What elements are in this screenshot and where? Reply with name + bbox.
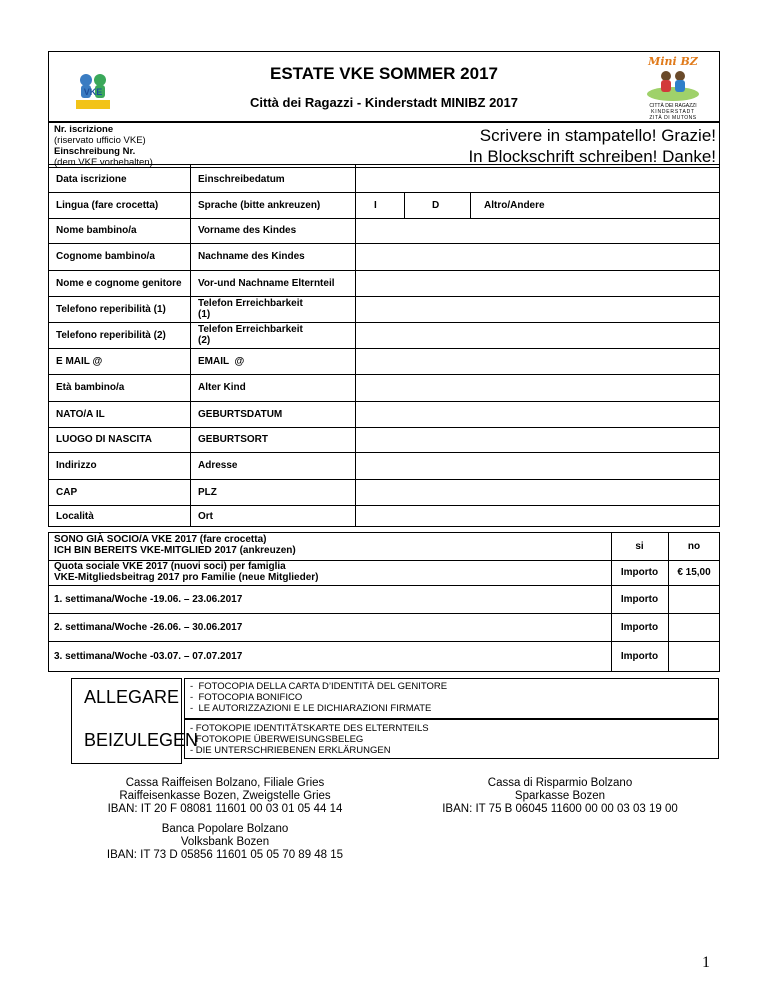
membership-fee-description: Quota sociale VKE 2017 (nuovi soci) per famiglia VKE-Mitgliedsbeitrag 2017 pro Familie (neue Mitglieder) bbox=[54, 561, 319, 583]
row-child-age-de: Alter Kind bbox=[198, 382, 246, 393]
row-locality-it: Località bbox=[56, 510, 94, 522]
week-3-label: 3. settimana/Woche -03.07. – 07.07.2017 bbox=[54, 651, 243, 662]
bank-sparkasse: Cassa di Risparmio Bolzano Sparkasse Bozen IBAN: IT 75 B 06045 11600 00 00 03 03 19 00 bbox=[442, 777, 678, 815]
row-child-first-name-it: Nome bambino/a bbox=[56, 225, 137, 236]
week-2-label: 2. settimana/Woche -26.06. – 30.06.2017 bbox=[54, 621, 243, 633]
svg-text:VKE: VKE bbox=[83, 87, 103, 97]
registration-number-label: Nr. iscrizione (riservato ufficio VKE) Einschreibung Nr. (dem VKE vorbehalten) bbox=[54, 124, 153, 168]
row-email-it: E MAIL @ bbox=[56, 355, 103, 367]
row-address-de: Adresse bbox=[198, 460, 238, 471]
svg-text:Mini BZ: Mini BZ bbox=[648, 55, 698, 68]
row-child-last-name-de: Nachname des Kindes bbox=[198, 251, 305, 262]
membership-question: SONO GIÀ SOCIO/A VKE 2017 (fare crocetta) ICH BIN BEREITS VKE-MITGLIED 2017 (ankreuzen) bbox=[54, 534, 296, 556]
row-birth-place-de: GEBURTSORT bbox=[198, 434, 268, 445]
row-phone2-de: Telefon Erreichbarkeit (2) bbox=[198, 324, 303, 346]
attach-heading-de: BEIZULEGEN bbox=[84, 730, 199, 750]
language-option-i[interactable]: I bbox=[374, 199, 377, 211]
bank-volksbank: Banca Popolare Bolzano Volksbank Bozen IBAN: IT 73 D 05856 11601 05 05 70 89 48 15 bbox=[106, 823, 344, 861]
row-address-it: Indirizzo bbox=[56, 460, 97, 471]
language-option-d[interactable]: D bbox=[432, 199, 440, 211]
week-2-amount-label: Importo bbox=[620, 621, 659, 633]
header-box bbox=[48, 51, 720, 122]
row-birth-date-it: NATO/A IL bbox=[56, 408, 105, 420]
week-3-amount-label: Importo bbox=[620, 651, 659, 662]
row-email-de: EMAIL @ bbox=[198, 355, 245, 367]
block-letters-notice: Scrivere in stampatello! Grazie! In Blockschrift schreiben! Danke! bbox=[468, 126, 716, 166]
week-1-label: 1. settimana/Woche -19.06. – 23.06.2017 bbox=[54, 593, 243, 605]
page-title: ESTATE VKE SOMMER 2017 bbox=[270, 64, 498, 83]
fee-amount-value: € 15,00 bbox=[677, 567, 711, 578]
page-number: 1 bbox=[702, 954, 710, 971]
row-locality-de: Ort bbox=[198, 510, 213, 522]
language-option-other[interactable]: Altro/Andere bbox=[484, 199, 545, 211]
row-parent-name-it: Nome e cognome genitore bbox=[56, 277, 182, 289]
row-birth-date-de: GEBURTSDATUM bbox=[198, 408, 283, 420]
row-phone1-it: Telefono reperibilità (1) bbox=[56, 303, 166, 315]
row-child-first-name-de: Vorname des Kindes bbox=[198, 225, 297, 236]
row-child-age-it: Età bambino/a bbox=[56, 382, 125, 393]
row-child-last-name-it: Cognome bambino/a bbox=[56, 251, 155, 262]
row-postcode-it: CAP bbox=[56, 486, 78, 498]
svg-text:KINDERSTADT: KINDERSTADT bbox=[651, 109, 695, 115]
fee-amount-label: Importo bbox=[620, 567, 659, 578]
membership-yes-label[interactable]: si bbox=[635, 540, 644, 552]
svg-text:CITTÀ DEI RAGAZZI: CITTÀ DEI RAGAZZI bbox=[649, 103, 697, 109]
row-registration-date-it: Data iscrizione bbox=[56, 173, 127, 185]
row-parent-name-de: Vor-und Nachname Elternteil bbox=[198, 277, 335, 289]
attach-list-de: - FOTOKOPIE IDENTITÄTSKARTE DES ELTERNTEILS - FOTOKOPIE ÜBERWEISUNGSBELEG - DIE UNTERSCHRIEBENEN ERKLÄRUNGEN bbox=[190, 723, 429, 756]
attach-list-it: - FOTOCOPIA DELLA CARTA D’IDENTITÀ DEL GENITORE - FOTOCOPIA BONIFICO - LE AUTORIZZAZIONI E LE DICHIARAZIONI FIRMATE bbox=[190, 681, 448, 714]
week-1-amount-label: Importo bbox=[620, 593, 659, 605]
attach-heading-it: ALLEGARE bbox=[84, 687, 180, 707]
row-registration-date-de: Einschreibedatum bbox=[198, 173, 285, 185]
row-phone1-de: Telefon Erreichbarkeit (1) bbox=[198, 298, 303, 320]
page-subtitle: Città dei Ragazzi - Kinderstadt MINIBZ 2017 bbox=[250, 95, 518, 110]
row-birth-place-it: LUOGO DI NASCITA bbox=[56, 434, 152, 445]
row-postcode-de: PLZ bbox=[198, 486, 217, 498]
row-language-it: Lingua (fare crocetta) bbox=[56, 199, 159, 211]
row-language-de: Sprache (bitte ankreuzen) bbox=[198, 199, 321, 211]
svg-text:ZITÀ DI MUTONS: ZITÀ DI MUTONS bbox=[649, 115, 697, 120]
row-phone2-it: Telefono reperibilità (2) bbox=[56, 329, 166, 341]
membership-no-label[interactable]: no bbox=[687, 540, 701, 552]
bank-raiffeisen: Cassa Raiffeisen Bolzano, Filiale Gries Raiffeisenkasse Bozen, Zweigstelle Gries IBAN: IT 20 F 08081 11601 00 03 01 05 44 14 bbox=[107, 777, 343, 815]
